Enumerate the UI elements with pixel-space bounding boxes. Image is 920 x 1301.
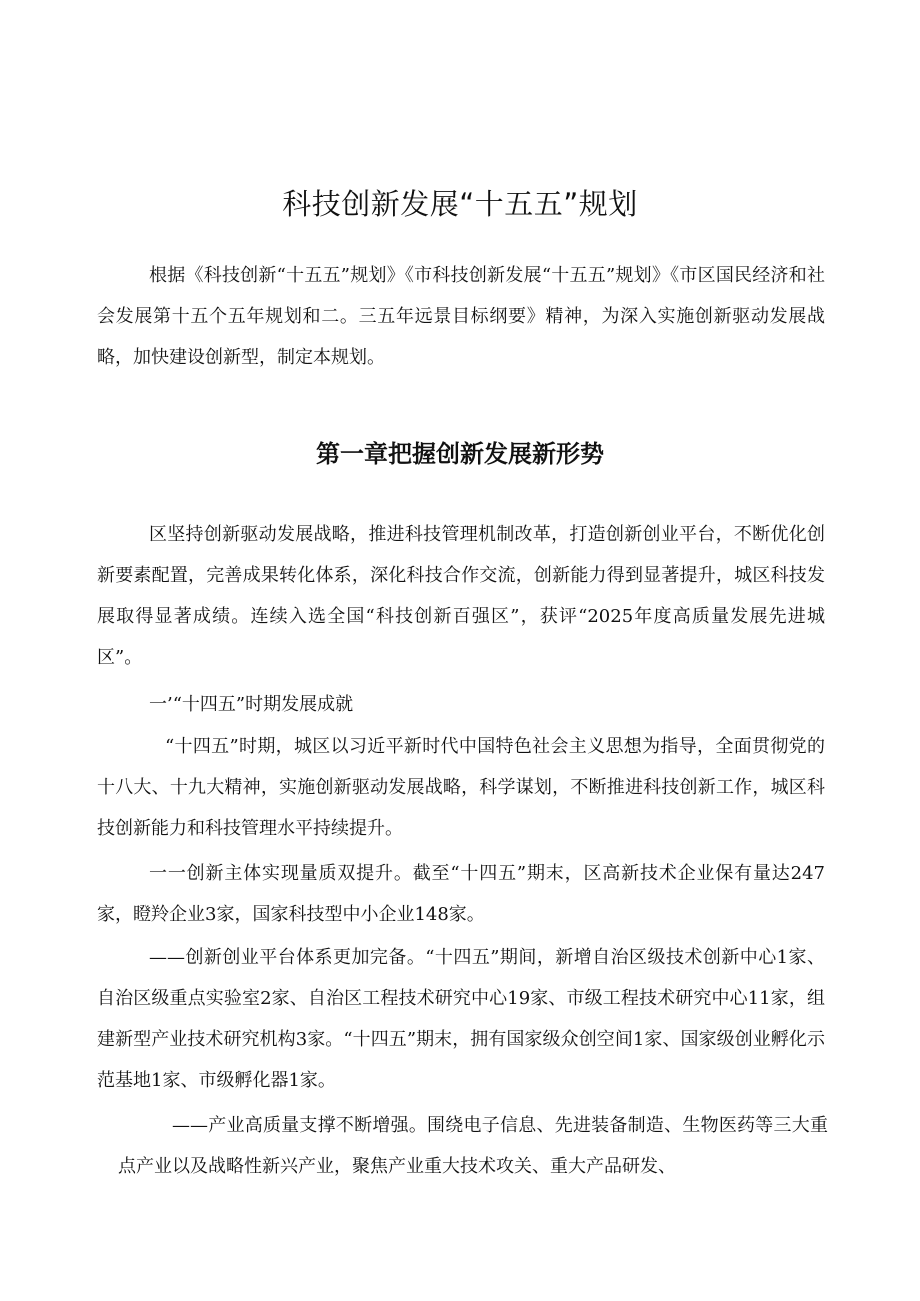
achievement-paragraph-industry: ——产业高质量支撑不断增强。围绕电子信息、先进装备制造、生物医药等三大重点产业以及战略性新兴产业，聚焦产业重大技术攻关、重大产品研发、 <box>118 1115 828 1177</box>
section-heading: 一’“十四五”时期发展成就 <box>149 694 354 715</box>
section-summary-paragraph: “十四五”时期，城区以习近平新时代中国特色社会主义思想为指导，全面贯彻党的十八大、十九大精神，实施创新驱动发展战略，科学谋划，不断推进科技创新工作，城区科技创新能力和科技管理水平持续提升。 <box>97 736 825 839</box>
chapter-title: 第一章把握创新发展新形势 <box>316 440 604 468</box>
document-title: 科技创新发展“十五五”规划 <box>282 187 638 221</box>
chapter-overview-paragraph: 区坚持创新驱动发展战略，推进科技管理机制改革，打造创新创业平台，不断优化创新要素配置，完善成果转化体系，深化科技合作交流，创新能力得到显著提升，城区科技发展取得显著成绩。连续入选全国“科技创新百强区”，获评“2025年度高质量发展先进城区”。 <box>97 524 825 668</box>
achievement-paragraph-platforms: ——创新创业平台体系更加完备。“十四五”期间，新增自治区级技术创新中心1家、自治区级重点实验室2家、自治区工程技术研究中心19家、市级工程技术研究中心11家，组建新型产业技术研究机构3家。“十四五”期末，拥有国家级众创空间1家、国家级创业孵化示范基地1家、市级孵化器1家。 <box>97 947 825 1091</box>
achievement-paragraph-innovation-entities: 一一创新主体实现量质双提升。截至“十四五”期末，区高新技术企业保有量达247家，瞪羚企业3家，国家科技型中小企业148家。 <box>97 863 825 925</box>
intro-paragraph: 根据《科技创新“十五五”规划》《市科技创新发展“十五五”规划》《市区国民经济和社会发展第十五个五年规划和二。三五年远景目标纲要》精神，为深入实施创新驱动发展战略，加快建设创新型，制定本规划。 <box>97 265 825 368</box>
